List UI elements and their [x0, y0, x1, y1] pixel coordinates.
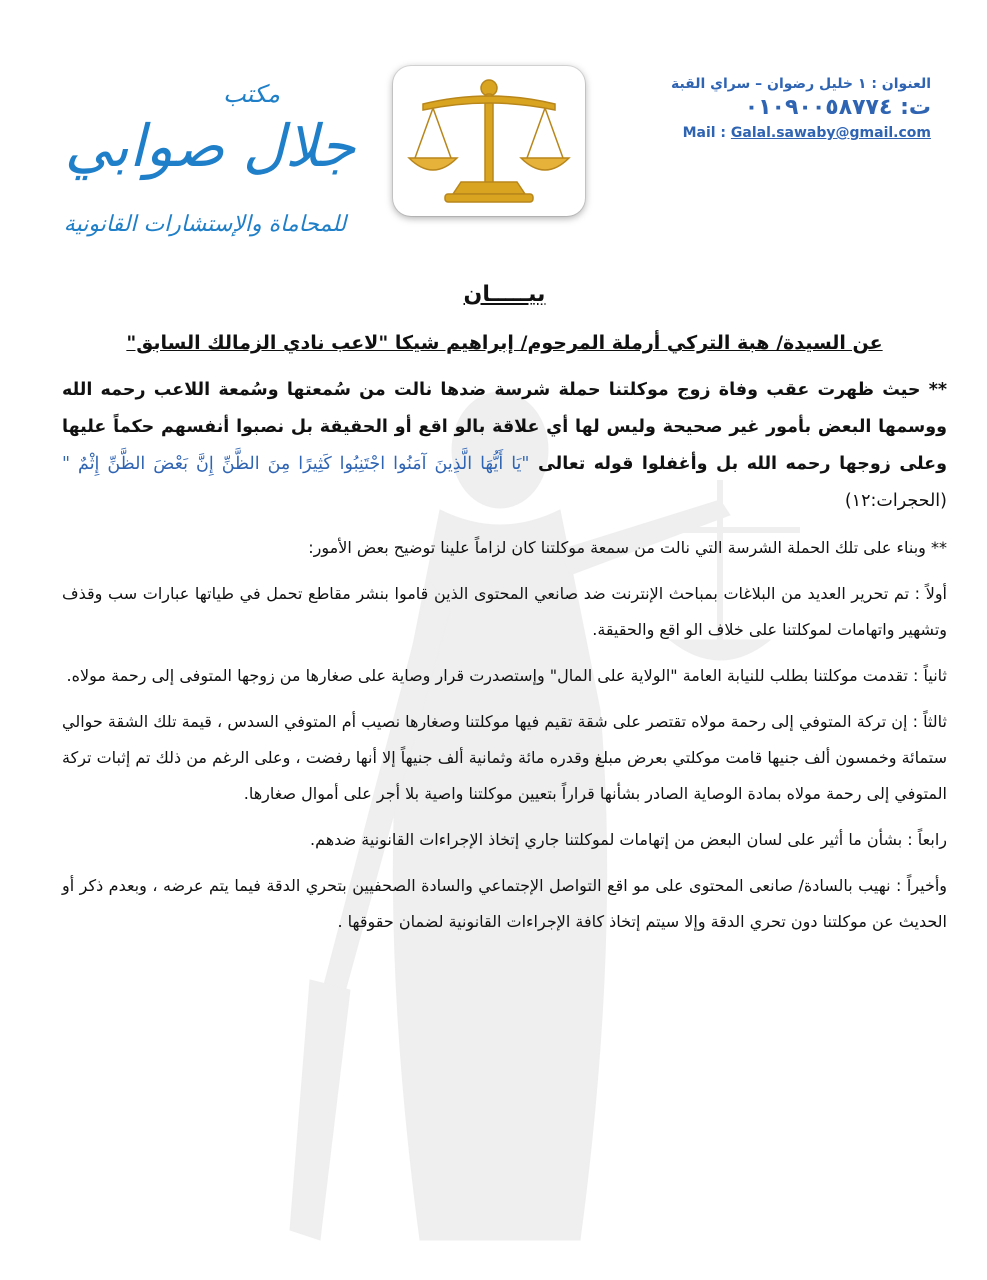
- brand-logo: [60, 80, 360, 250]
- contact-block: [631, 74, 931, 144]
- brand-office-label: مكتب: [223, 80, 280, 108]
- email-label: Mail :: [682, 125, 731, 141]
- paragraph-second: ثانياً : تقدمت موكلتنا بطلب للنيابة العامة "الولاية على المال" وإستصدرت قرار وصاية على صغارها من زوجها المتوفى إلى رحمة مولاه.: [66, 666, 947, 685]
- document-body: [62, 280, 947, 950]
- brand-subtitle: للمحاماة والإستشارات القانونية: [63, 212, 347, 237]
- quran-quote: "يَا أَيُّهَا الَّذِينَ آمَنُوا اجْتَنِبُوا كَثِيرًا مِنَ الظَّنِّ إِنَّ بَعْضَ الظَّنِّ إِثْمٌ ": [62, 454, 530, 474]
- paragraph-fourth: رابعاً : بشأن ما أثير على لسان البعض من إتهامات لموكلتنا جاري إتخاذ الإجراءات القانونية ضدهم.: [310, 830, 947, 849]
- quran-reference: (الحجرات:١٢): [844, 491, 947, 511]
- address-text: العنوان : ١ خليل رضوان – سراي القبة: [670, 76, 931, 92]
- paragraph-first: أولاً : تم تحرير العديد من البلاغات بمباحث الإنترنت ضد صانعي المحتوى الذين قاموا بنشر مقاطع تحمل في طياتها عبارات سب وقذف وتشهير واتهامات لموكلتنا على خلاف الو اقع والحقيقة.: [62, 584, 947, 639]
- document-title: بيـــــان: [463, 282, 546, 307]
- scales-of-justice-icon: [393, 66, 585, 216]
- paragraph-context: ** وبناء على تلك الحملة الشرسة التي نالت من سمعة موكلتنا كان لزاماً علينا توضيح بعض الأمور:: [308, 538, 947, 557]
- phone-number: ت: ٠١٠٩٠٠٥٨٧٧٤: [744, 95, 931, 120]
- email-line: [631, 122, 931, 144]
- paragraph-final: وأخيراً : نهيب بالسادة/ صانعى المحتوى على مو اقع التواصل الإجتماعي والسادة الصحفيين بتحري الدقة فيما يتم عرضه ، وبعدم ذكر أو الحديث عن موكلتنا دون تحري الدقة وإلا سيتم إتخاذ كافة الإجراءات القانونية لضمان حقوقها .: [62, 876, 947, 931]
- paragraph-third: ثالثاً : إن تركة المتوفي إلى رحمة مولاه تقتصر على شقة تقيم فيها موكلتنا وصغارها نصيب أم المتوفي السدس ، قيمة تلك الشقة حوالي ستمائة وخمسون ألف جنيها قامت موكلتي بعرض مبلغ وقدره مائة وثمانية ألف جنيهاً إلا أنها رفضت ، وعلى الرغم من ذلك تم إثبات تركة المتوفي إلى رحمة مولاه بمادة الوصاية الصادر بشأنها قراراً بتعيين موكلتنا واصية بلا أجر على أموال صغارها.: [62, 712, 947, 803]
- email-link[interactable]: Galal.sawaby@gmail.com: [730, 125, 931, 141]
- paragraph-intro: [62, 372, 947, 520]
- document-subject: عن السيدة/ هبة التركي أرملة المرحوم/ إبراهيم شيكا "لاعب نادي الزمالك السابق": [126, 332, 883, 354]
- paragraph-intro-text: ** حيث ظهرت عقب وفاة زوج موكلتنا حملة شرسة ضدها نالت من سُمعتها وسُمعة اللاعب رحمه الله ووسمها البعض بأمور غير صحيحة وليس لها أي علاقة بالو اقع أو الحقيقة بل نصبوا أنفسهم حكماً عليها وعلى زوجها رحمه الله بل وأغفلوا قوله تعالى: [62, 380, 947, 474]
- brand-name: جلال صوابي: [64, 112, 356, 180]
- logo-box: [393, 66, 585, 216]
